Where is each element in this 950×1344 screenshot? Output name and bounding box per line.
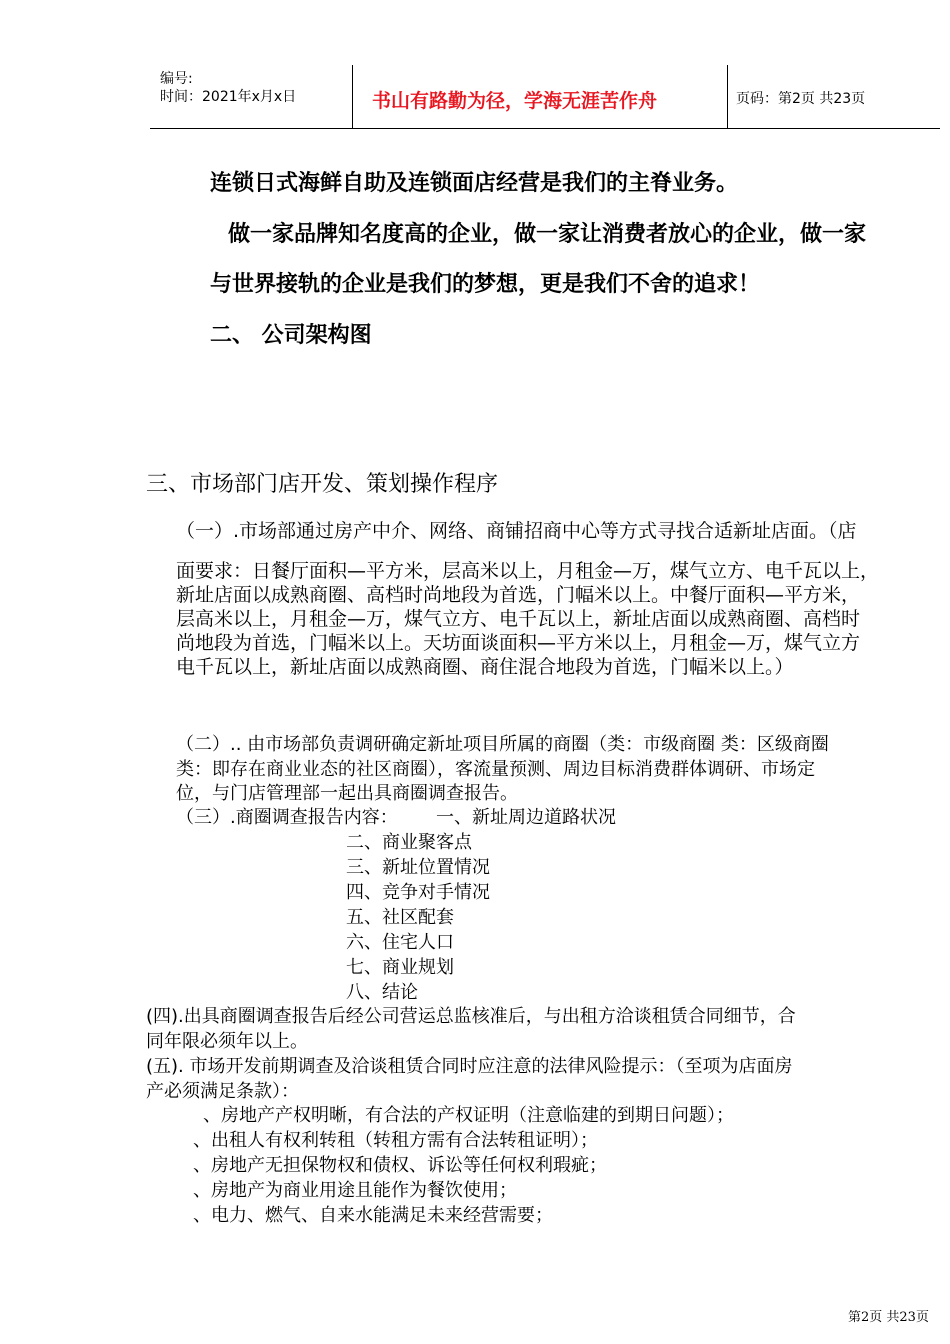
paragraph-line: 层高米以上，月租金—万，煤气立方、电千瓦以上，新址店面以成熟商圈、高档时 [176, 608, 861, 630]
list-item: 八、结论 [346, 982, 418, 1003]
paragraph-line: 电千瓦以上，新址店面以成熟商圈、商住混合地段为首选，门幅米以上。） [176, 656, 794, 678]
paragraph: 与世界接轨的企业是我们的梦想，更是我们不舍的追求！ [210, 272, 761, 297]
paragraph: 做一家品牌知名度高的企业，做一家让消费者放心的企业，做一家 [228, 222, 867, 247]
page-footer: 第2页 共23页 [848, 1310, 929, 1325]
paragraph-line: 类：即存在商业业态的社区商圈），客流量预测、周边目标消费群体调研、市场定 [176, 759, 815, 780]
list-label: （三）.商圈调查报告内容： [176, 807, 398, 828]
document-time: 时间：2021年x月x日 [160, 89, 297, 105]
list-item: 、房地产为商业用途且能作为餐饮使用； [193, 1180, 517, 1201]
list-item: 七、商业规划 [346, 957, 454, 978]
paragraph-line: （二）.. 由市场部负责调研确定新址项目所属的商圈（类：市级商圈 类：区级商圈 [176, 734, 829, 755]
list-item: 四、竞争对手情况 [346, 882, 490, 903]
paragraph-line: 面要求：日餐厅面积—平方米，层高米以上，月租金—万，煤气立方、电千瓦以上， [176, 560, 880, 582]
list-item: 、电力、燃气、自来水能满足未来经营需要； [193, 1205, 553, 1226]
paragraph-line: 新址店面以成熟商圈、高档时尚地段为首选，门幅米以上。中餐厅面积—平方米， [176, 584, 861, 606]
header-page-info: 页码：第2页 共23页 [736, 91, 866, 107]
paragraph-line: 产必须满足条款）： [146, 1081, 299, 1102]
paragraph-line: 尚地段为首选，门幅米以上。天坊面谈面积—平方米以上，月租金—万，煤气立方 [176, 632, 861, 654]
list-item: 一、新址周边道路状况 [436, 807, 616, 828]
section-heading: 二、 公司架构图 [210, 323, 372, 348]
paragraph-line: （一）.市场部通过房产中介、网络、商铺招商中心等方式寻找合适新址店面。（店 [176, 520, 857, 542]
list-item: 、出租人有权利转租（转租方需有合法转租证明）； [193, 1130, 598, 1151]
list-item: 、房地产产权明晰，有合法的产权证明（注意临建的到期日问题）； [203, 1105, 734, 1126]
paragraph-line: (五). 市场开发前期调查及洽谈租赁合同时应注意的法律风险提示：（至项为店面房 [146, 1056, 793, 1077]
list-item: 二、商业聚客点 [346, 832, 472, 853]
list-item: 、房地产无担保物权和债权、诉讼等任何权利瑕疵； [193, 1155, 607, 1176]
list-item: 五、社区配套 [346, 907, 454, 928]
section-heading: 三、市场部门店开发、策划操作程序 [146, 472, 499, 497]
document-number-label: 编号: [160, 71, 193, 87]
paragraph: 连锁日式海鲜自助及连锁面店经营是我们的主脊业务。 [210, 171, 739, 196]
header-motto: 书山有路勤为径，学海无涯苦作舟 [372, 90, 658, 112]
paragraph-line: 位，与门店管理部一起出具商圈调查报告。 [176, 783, 518, 804]
header-divider [352, 65, 353, 128]
paragraph-line: (四).出具商圈调查报告后经公司营运总监核准后，与出租方洽谈租赁合同细节，合 [146, 1006, 796, 1027]
list-item: 六、住宅人口 [346, 932, 454, 953]
header-divider [727, 65, 728, 128]
list-item: 三、新址位置情况 [346, 857, 490, 878]
paragraph-line: 同年限必须年以上。 [146, 1031, 308, 1052]
